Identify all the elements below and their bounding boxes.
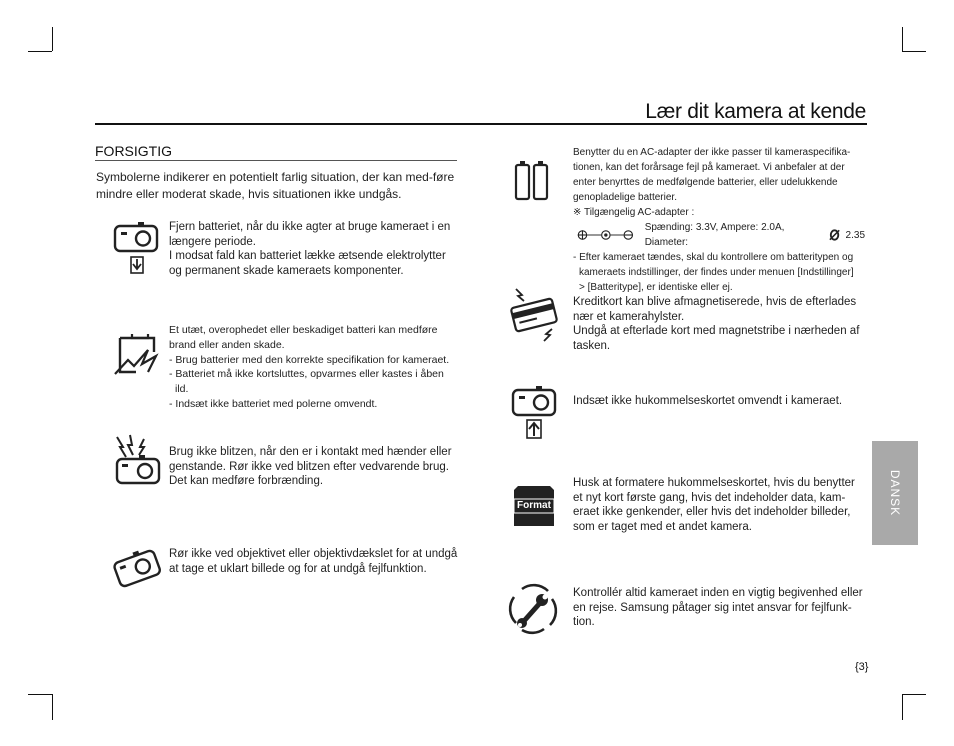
crop-mark [902,51,926,52]
memory-card-text: Indsæt ikke hukommelseskortet omvendt i kameraet. [573,395,843,407]
check-camera-text: Kontrollér altid kameraet inden en vigtig begivenhed eller en rejse. Samsung påtager sig intet ansvar for fejlfunk- tion. [573,587,863,628]
section-heading: FORSIGTIG [95,143,457,161]
title-rule [95,123,867,125]
page-number: {3} [855,661,869,673]
credit-card-text: Kreditkort kan blive afmagnetiserede, hvis de efterlades nær et kamerahylster. Undgå at efterlade kort med magnetstribe i nærheden af tasken. [573,296,860,352]
crop-mark [28,51,52,52]
camera-battery-remove-icon [112,220,160,276]
diameter-icon [828,229,841,241]
caution-remove-battery-text: Fjern batteriet, når du ikke agter at bruge kameraet i en længere periode. I modsat fald kan batteriet lække ætsende elektrolytter og permanent skade kameraets komponenter. [169,221,451,277]
credit-card-magnet-icon [508,287,560,343]
caution-damaged-battery-text: Et utæt, overophedet eller beskadiget batteri kan medføre brand eller anden skade. - Brug batterier med den korrekte specifikation for kameraet. - Batteriet må ikke kortsluttes, opvarmes eller kastes i åben ild. - Indsæt ikke batteriet med polerne omvendt. [169,324,450,410]
ac-adapter-spec: Spænding: 3.3V, Ampere: 2.0A, Diameter: 2.35 [573,220,865,250]
crop-mark [902,694,926,695]
format-icon [512,484,556,528]
ac-polarity-icon [575,229,637,241]
language-tab-label: DANSK [888,469,902,517]
caution-flash-text: Brug ikke blitzen, når den er i kontakt med hænder eller genstande. Rør ikke ved blitzen efter vedvarende brug. Det kan medføre forbrænding. [169,446,452,487]
lens-touch-icon [112,547,162,589]
batteries-icon [513,160,553,202]
page-title: Lær dit kamera at kende [645,100,866,123]
crop-mark [902,694,903,720]
caution-lens-text: Rør ikke ved objektivet eller objektivdækslet for at undgå at tage et uklart billede og for at undgå fejlfunktion. [169,548,458,575]
flash-hand-icon [112,433,162,485]
language-tab [872,441,918,545]
crop-mark [28,694,52,695]
crop-mark [52,694,53,720]
intro-text: Symbolerne indikerer en potentielt farlig situation, der kan med-føre mindre eller moderat skade, hvis situationen ikke undgås. [96,170,455,201]
crop-mark [902,27,903,51]
format-icon-label: Format [517,500,551,511]
ac-adapter-text: Benytter du en AC-adapter der ikke passer til kameraspecifika- tionen, kan det forårsage fejl på kameraet. Vi anbefaler at der enter benyrttes de medfølgende batterier, eller udelukkende genopladelige batterier. ※ Tilgængelig AC-adapter : Spænding: 3.3V, Ampere: 2.0A, Diameter: 2.35 - Efter kameraet tændes, skal du kontrollere om batteritypen og kameraets indstillinger, der findes under menuen [Indstillinger] > [Batteritype], er identiske eller ej. [573,147,866,293]
memory-card-insert-icon [510,384,558,440]
format-text: Husk at formatere hukommelseskortet, hvis du benytter et nyt kort første gang, hvis det indeholder data, kam- eraet ikke genkender, eller hvis det indeholder billeder, som er taget med et andet kamera. [573,477,855,533]
crop-mark [52,27,53,51]
damaged-battery-icon [112,330,162,378]
wrench-check-icon [508,583,558,635]
